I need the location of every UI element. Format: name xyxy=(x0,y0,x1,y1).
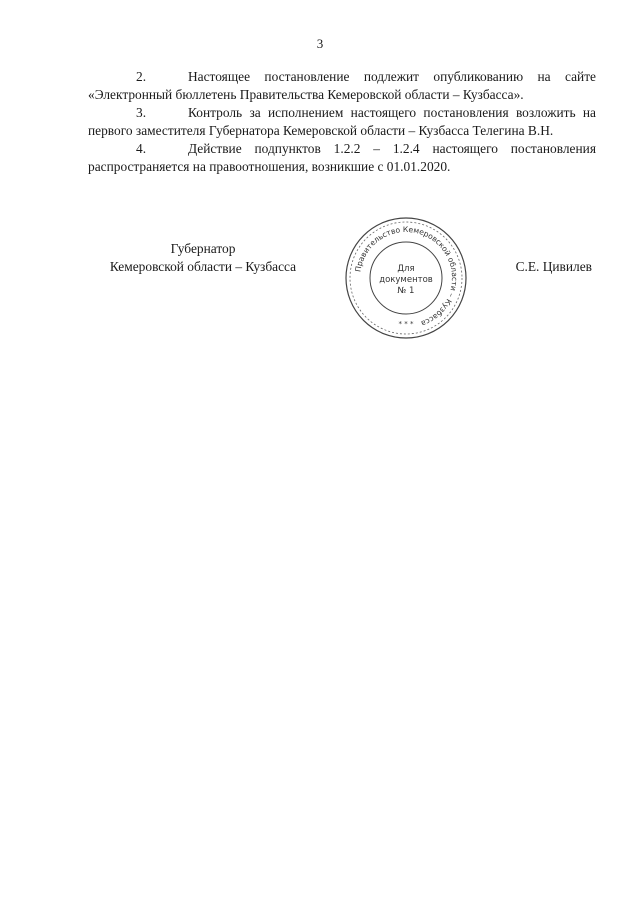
paragraph-text: Действие подпунктов 1.2.2 – 1.2.4 настоящего постановления распространяется на правоотношения, возникшие с 01.01.2020. xyxy=(88,141,596,174)
paragraph-4 xyxy=(88,140,596,176)
signatory-title-line-2: Кемеровской области – Кузбасса xyxy=(109,259,297,274)
page-number: 3 xyxy=(316,36,324,51)
signatory-title xyxy=(88,240,318,276)
paragraph-2 xyxy=(88,68,596,104)
seal-center-line-2: документов xyxy=(379,275,433,285)
paragraph-text: Контроль за исполнением настоящего постановления возложить на первого заместителя Губернатора Кемеровской области – Кузбасса Телегина В.Н. xyxy=(88,105,596,138)
official-seal xyxy=(342,214,470,342)
document-body xyxy=(88,68,596,176)
paragraph-number: 2. xyxy=(136,69,147,84)
signatory-title-line-1: Губернатор xyxy=(170,241,236,256)
seal-center-line-3: № 1 xyxy=(397,286,415,296)
seal-ring-text: Правительство Кемеровской области – Кузбасса xyxy=(353,224,460,329)
signatory-name: С.Е. Цивилев xyxy=(515,259,592,274)
paragraph-number: 4. xyxy=(136,141,147,156)
paragraph-text: Настоящее постановление подлежит опубликованию на сайте «Электронный бюллетень Правительства Кемеровской области – Кузбасса». xyxy=(88,69,596,102)
paragraph-3 xyxy=(88,104,596,140)
seal-stars: * * * xyxy=(398,320,414,328)
paragraph-number: 3. xyxy=(136,105,147,120)
seal-center-line-1: Для xyxy=(397,264,415,274)
